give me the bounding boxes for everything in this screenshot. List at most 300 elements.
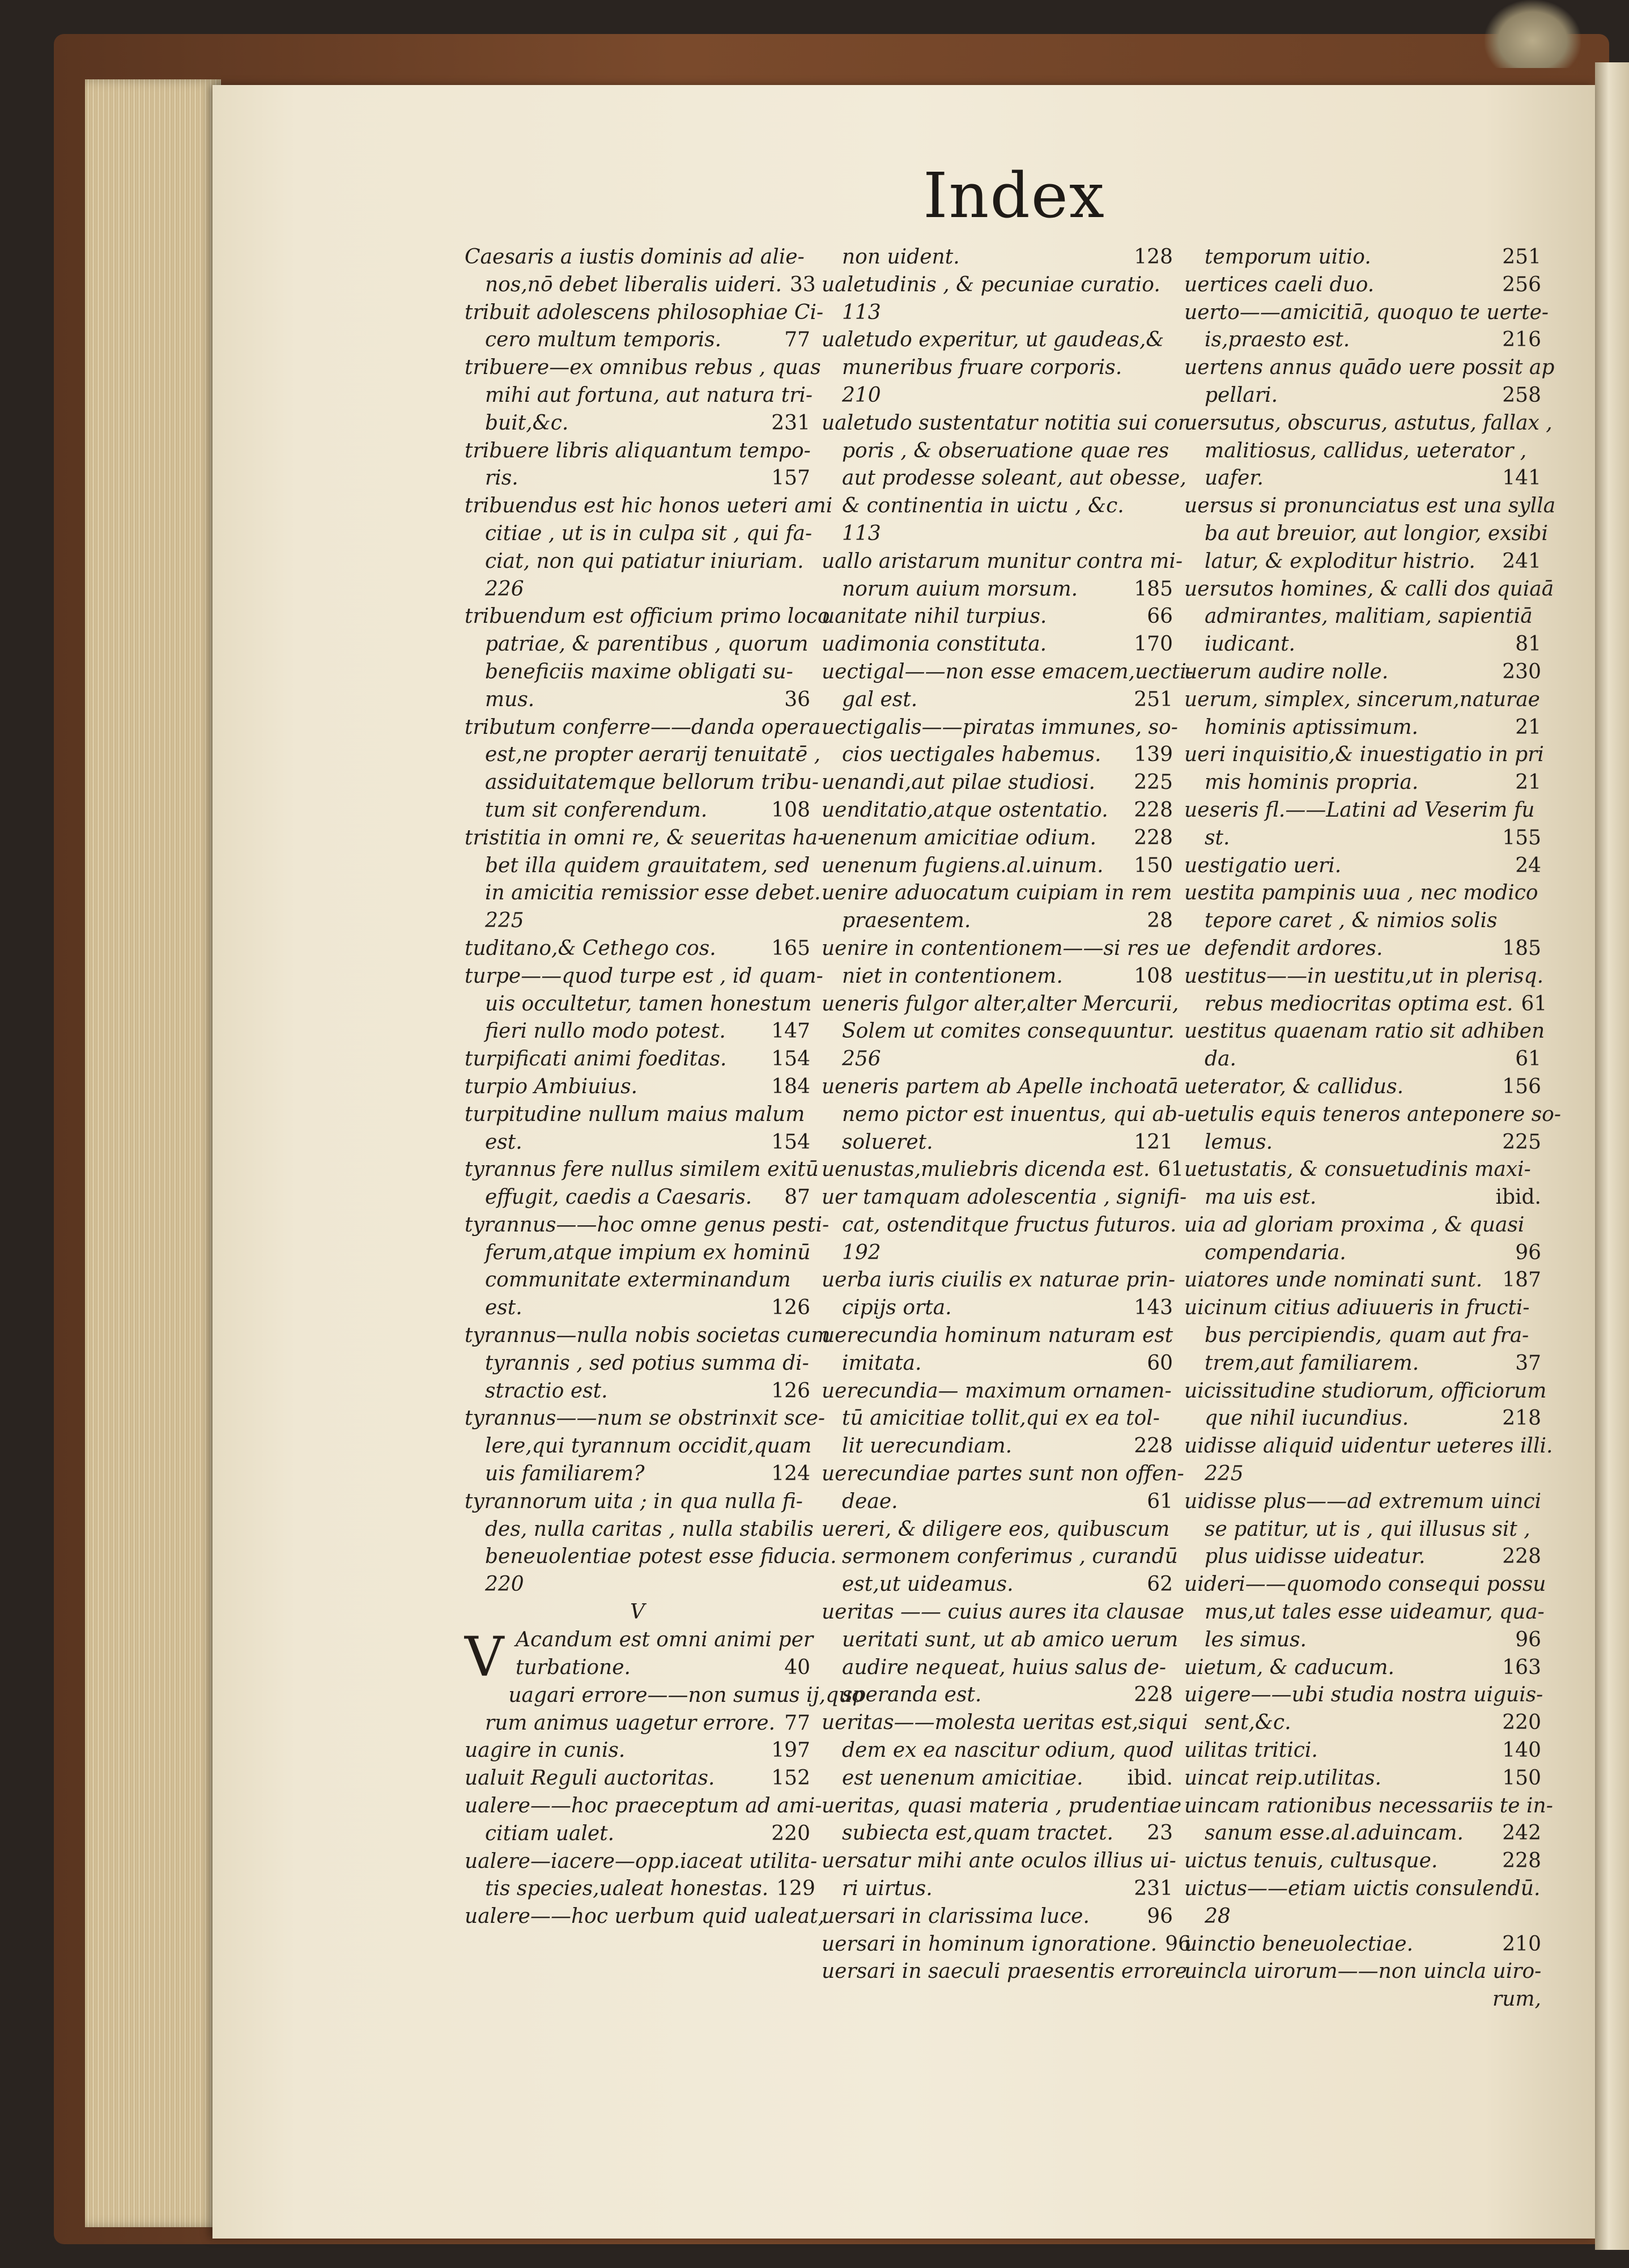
index-entry-line (822, 1239, 1173, 1267)
entry-text: hominis aptissimum. (1205, 715, 1418, 739)
entry-text: uenditatio,atque ostentatio. (822, 798, 1108, 822)
entry-text: est. (485, 1296, 522, 1320)
index-entry-line (822, 1737, 1173, 1765)
index-entry-line (1184, 1294, 1541, 1322)
index-entry-line (465, 1018, 810, 1046)
index-entry-line (465, 1793, 822, 1820)
page-number: 28 (1147, 909, 1173, 933)
index-entry-line (465, 1156, 819, 1184)
index-entry-line (822, 1129, 1173, 1157)
entry-text: rum, (1492, 1987, 1541, 2011)
entry-text: poris , & obseruatione quae res (842, 439, 1169, 462)
page-number: 220 (1502, 1711, 1541, 1735)
index-entry-line (1184, 1267, 1541, 1294)
index-entry-line (1184, 797, 1541, 825)
index-entry-line (1184, 492, 1556, 520)
index-entry-line (822, 1571, 1173, 1599)
entry-text: subiecta est,quam tractet. (842, 1821, 1114, 1845)
index-entry-line (822, 1294, 1173, 1322)
index-entry-line (1184, 659, 1541, 686)
entry-text: ualetudinis , & pecuniae curatio. (822, 273, 1160, 296)
entry-text: uerto——amicitiā, quoquo te uerte- (1184, 300, 1549, 324)
index-entry-line (465, 852, 810, 880)
index-entry-line (1184, 603, 1541, 631)
index-entry-line (465, 1488, 810, 1516)
index-entry-line (822, 492, 1173, 520)
index-entry-line (1184, 1571, 1546, 1599)
page-edges (85, 79, 221, 2227)
entry-text: que nihil iucundius. (1205, 1407, 1409, 1430)
index-entry-line (1184, 1073, 1541, 1101)
entry-text: deae. (842, 1489, 898, 1513)
entry-text: ueneris fulgor alter,alter Mercurii, (822, 992, 1179, 1016)
index-entry-line (465, 1378, 810, 1405)
index-entry-line (465, 520, 813, 548)
index-entry-line (822, 1516, 1173, 1544)
entry-text: dem ex ea nascitur odium, quod (842, 1739, 1174, 1762)
index-entry-line (465, 1350, 810, 1378)
entry-text: uagire in cunis. (465, 1739, 626, 1762)
index-entry-line (1184, 548, 1541, 576)
index-entry-line (822, 631, 1173, 659)
index-entry-line (822, 1488, 1173, 1516)
entry-text: uerba iuris ciuilis ex naturae prin- (822, 1268, 1176, 1292)
index-entry-line (1184, 741, 1544, 769)
entry-text: tum sit conferendum. (485, 798, 708, 822)
entry-text: imitata. (842, 1351, 922, 1375)
entry-text: uerum audire nolle. (1184, 660, 1389, 683)
entry-text: 192 (842, 1241, 881, 1264)
entry-text: 225 (1205, 1462, 1244, 1486)
index-entry-line (822, 410, 1188, 438)
page-number: 228 (1502, 1849, 1541, 1873)
entry-text: uenire in contentionem——si res ue (822, 936, 1191, 960)
entry-text: ris. (485, 466, 518, 490)
entry-text: temporum uitio. (1205, 245, 1371, 269)
entry-text: uagari errore——non sumus ij,quo (508, 1683, 864, 1707)
index-entry-line (465, 714, 821, 742)
entry-text: cat, ostenditque fructus futuros. (842, 1213, 1177, 1237)
index-entry-line (1184, 520, 1549, 548)
entry-text: turpificati animi foeditas. (465, 1047, 727, 1071)
entry-text: tyrannus——hoc omne genus pesti- (465, 1213, 830, 1237)
entry-text: tributum conferre——danda opera (465, 715, 821, 739)
index-entry-line (465, 1820, 810, 1848)
entry-text: communitate exterminandum (485, 1268, 791, 1292)
entry-text: tū amicitiae tollit,qui ex ea tol- (842, 1407, 1160, 1430)
entry-text: is,praesto est. (1205, 328, 1350, 352)
page-heading: Index (923, 159, 1105, 232)
index-entry-line (465, 1737, 810, 1765)
entry-text: in amicitia remissior esse debet. (485, 881, 821, 905)
entry-text: ueritati sunt, ut ab amico uerum (842, 1628, 1179, 1651)
index-entry-line (1184, 1793, 1553, 1820)
index-entry-line (822, 880, 1173, 907)
page-number: 61 (1158, 1158, 1184, 1182)
entry-text: tepore caret , & nimios solis (1205, 909, 1498, 933)
index-entry-line (465, 354, 821, 382)
entry-text: uenenum amicitiae odium. (822, 826, 1096, 850)
index-entry-line (465, 299, 824, 327)
entry-text: se patitur, ut is , qui illusus sit , (1205, 1517, 1530, 1541)
index-entry-line (465, 1710, 810, 1738)
page-number: 228 (1134, 1434, 1173, 1458)
page-number: 126 (771, 1379, 810, 1403)
index-entry-line (1184, 465, 1541, 492)
index-entry-line (1184, 1212, 1541, 1239)
index-entry-line (465, 880, 821, 907)
index-entry-line (1184, 1681, 1541, 1709)
index-entry-line (465, 659, 810, 686)
index-entry-line (1184, 382, 1541, 410)
index-entry-line (465, 244, 810, 271)
entry-text: nos,nō debet liberalis uideri. (485, 273, 782, 296)
entry-text: uidisse aliquid uidentur ueteres illi. (1184, 1434, 1553, 1458)
entry-text: mus,ut tales esse uideamur, qua- (1205, 1600, 1545, 1624)
page-number: 129 (776, 1877, 815, 1901)
index-entry-line (822, 1073, 1179, 1101)
entry-text: uicinum citius adiuueris in fructi- (1184, 1296, 1530, 1320)
index-entry-line (465, 825, 825, 852)
index-entry-line (465, 382, 813, 410)
entry-text: cero multum temporis. (485, 328, 722, 352)
index-entry-line (465, 907, 810, 935)
index-entry-line (1184, 1350, 1541, 1378)
entry-text: uetustatis, & consuetudinis maxi- (1184, 1158, 1531, 1182)
index-entry-line (465, 465, 810, 492)
section-v-start (465, 1625, 814, 1689)
entry-text: ueritas, quasi materia , prudentiae (822, 1794, 1182, 1817)
entry-text: audire nequeat, huius salus de- (842, 1655, 1167, 1679)
index-entry-line (465, 1184, 810, 1212)
page-number: 155 (1502, 826, 1541, 850)
index-entry-line (465, 769, 819, 797)
index-entry-line (1184, 880, 1541, 907)
entry-text: admirantes, malitiam, sapientiā (1205, 605, 1533, 628)
entry-text: uertices caeli duo. (1184, 273, 1375, 296)
index-entry-line (822, 1709, 1188, 1737)
index-entry-line (1184, 1018, 1545, 1046)
entry-text: uer tamquam adolescentia , signifi- (822, 1186, 1187, 1209)
index-entry-line (1184, 1986, 1541, 2014)
index-entry-line (1184, 825, 1541, 852)
page-number: 61 (1515, 1047, 1541, 1071)
page-number: 210 (1502, 1932, 1541, 1956)
entry-text: uietum, & caducum. (1184, 1655, 1394, 1679)
page-number: 154 (771, 1130, 810, 1154)
page-number: 228 (1134, 798, 1173, 822)
index-entry-line (822, 1460, 1184, 1488)
entry-text: uersari in saeculi praesentis errore (822, 1960, 1187, 1984)
entry-text: uictus——etiam uictis consulendū. (1184, 1877, 1541, 1901)
index-entry-line (1184, 271, 1541, 299)
page-number: 163 (1502, 1655, 1541, 1679)
index-entry-line (822, 520, 1173, 548)
index-entry-line (1184, 1654, 1541, 1682)
page-number: 66 (1147, 605, 1173, 628)
index-column-2 (822, 244, 1193, 2193)
entry-text: stractio est. (485, 1379, 608, 1403)
index-entry-line (1184, 1958, 1541, 1986)
page-number: 184 (771, 1074, 810, 1098)
index-entry-line (465, 1322, 831, 1350)
page-number: 62 (1147, 1573, 1173, 1596)
index-entry-line (822, 244, 1173, 271)
entry-text: sermonem conferimus , curandū (842, 1545, 1178, 1569)
entry-text: ualere—iacere—opp.iaceat utilita- (465, 1849, 818, 1873)
entry-text: uectigalis——piratas immunes, so- (822, 715, 1178, 739)
index-entry-line (1184, 1516, 1541, 1544)
page-number: 157 (771, 466, 810, 490)
entry-text: mus. (485, 687, 535, 711)
index-entry-line (1184, 410, 1553, 438)
index-entry-line (1184, 852, 1541, 880)
index-entry-line (822, 576, 1173, 604)
index-entry-line (465, 1460, 810, 1488)
index-entry-line (822, 1350, 1173, 1378)
entry-text: ma uis est. (1205, 1186, 1317, 1209)
index-entry-line (1184, 1875, 1541, 1903)
entry-text: malitiosus, callidus, ueterator , (1205, 439, 1527, 462)
index-entry-line (465, 1101, 810, 1129)
entry-text: 28 (1205, 1904, 1231, 1928)
entry-text: aut prodesse soleant, aut obesse, (842, 466, 1186, 490)
page-number: 60 (1147, 1351, 1173, 1375)
index-entry-line (1184, 769, 1541, 797)
entry-text: uicissitudine studiorum, officiorum (1184, 1379, 1547, 1403)
entry-text: uersus si pronunciatus est una sylla (1184, 494, 1556, 518)
entry-text: uertens annus quādo uere possit ap (1184, 356, 1555, 380)
index-entry-line (822, 1433, 1173, 1460)
index-entry-line (465, 686, 810, 714)
entry-text: ueri inquisitio,& inuestigatio in pri (1184, 743, 1544, 767)
index-entry-line (465, 741, 821, 769)
index-entry-line (1184, 1156, 1541, 1184)
entry-text: ueneris partem ab Apelle inchoatā (822, 1074, 1179, 1098)
entry-text: turpio Ambiuius. (465, 1074, 638, 1098)
page-number: 242 (1502, 1821, 1541, 1845)
page-number: 23 (1147, 1821, 1173, 1845)
page-number: 230 (1502, 660, 1541, 683)
page-number: 185 (1134, 577, 1173, 601)
entry-text: est,ut uideamus. (842, 1573, 1014, 1596)
index-entry-line (1184, 1129, 1541, 1157)
index-entry-line (1184, 991, 1547, 1018)
entry-text: uilitas tritici. (1184, 1739, 1318, 1762)
entry-text: uanitate nihil turpius. (822, 605, 1047, 628)
index-entry-line (465, 1239, 810, 1267)
index-entry-line (822, 907, 1173, 935)
index-entry-line (465, 576, 810, 604)
entry-text: & continentia in uictu , &c. (842, 494, 1124, 518)
page-number: 96 (1515, 1241, 1541, 1264)
index-entry-line (465, 797, 810, 825)
entry-text: praesentem. (842, 909, 971, 933)
entry-text: latur, & exploditur histrio. (1205, 549, 1475, 573)
entry-text: da. (1205, 1047, 1236, 1071)
entry-text: uidisse plus——ad extremum uinci (1184, 1489, 1542, 1513)
entry-text: uetulis equis teneros anteponere so- (1184, 1102, 1562, 1126)
page-number: 225 (1502, 1130, 1541, 1154)
page-number: 170 (1134, 632, 1173, 656)
index-entry-line (1184, 326, 1541, 354)
index-entry-line (1184, 576, 1554, 604)
index-entry-line (822, 1322, 1173, 1350)
entry-text: 225 (485, 909, 524, 933)
index-entry-line (822, 797, 1173, 825)
index-entry-line (822, 1765, 1173, 1793)
entry-text: uideri——quomodo consequi possu (1184, 1573, 1546, 1596)
page-number: 96 (1165, 1932, 1191, 1956)
index-entry-line (1184, 438, 1541, 465)
entry-text: ueterator, & callidus. (1184, 1074, 1404, 1098)
index-entry-line (465, 1073, 810, 1101)
drop-line-1: Acandum est omni animi per (516, 1628, 814, 1651)
index-entry-line (822, 1018, 1173, 1046)
index-entry-line (822, 1931, 1191, 1959)
entry-text: ferum,atque impium ex hominū (485, 1241, 811, 1264)
index-entry-line (822, 741, 1173, 769)
index-entry-line (1184, 1378, 1547, 1405)
page-number: 36 (784, 687, 810, 711)
entry-text: est,ne propter aerarij tenuitatē , (485, 743, 821, 767)
index-entry-line (822, 1958, 1187, 1986)
entry-text: uiatores unde nominati sunt. (1184, 1268, 1483, 1292)
entry-text: 256 (842, 1047, 881, 1071)
entry-text: cios uectigales habemus. (842, 743, 1101, 767)
index-entry-line (822, 1212, 1177, 1239)
entry-text: buit,&c. (485, 411, 569, 435)
entry-text: lit uerecundiam. (842, 1434, 1013, 1458)
section-letter: V (630, 1600, 645, 1624)
entry-text: tyrannorum uita ; in qua nulla fi- (465, 1489, 803, 1513)
entry-text: ualere——hoc uerbum quid ualeat, (465, 1905, 825, 1929)
entry-text: uerecundia— maximum ornamen- (822, 1379, 1172, 1403)
index-entry-line (465, 1046, 810, 1073)
page-number: 87 (784, 1186, 810, 1209)
page-number: 165 (771, 936, 810, 960)
page-number: 147 (771, 1020, 810, 1043)
index-entry-line (822, 382, 1173, 410)
page-number: 24 (1515, 853, 1541, 877)
index-entry-line (465, 1516, 814, 1544)
index-entry-line (1184, 1046, 1541, 1073)
entry-text: uersutus, obscurus, astutus, fallax , (1184, 411, 1553, 435)
index-entry-line (822, 1903, 1173, 1931)
entry-text: Solem ut comites consequuntur. (842, 1020, 1175, 1043)
entry-text: tristitia in omni re, & seueritas ha- (465, 826, 825, 850)
index-entry-line (822, 1820, 1173, 1847)
entry-text: ueseris fl.——Latini ad Veserim fu (1184, 798, 1535, 822)
page-number: 251 (1134, 687, 1173, 711)
index-entry-line (465, 603, 830, 631)
page-number: 141 (1502, 466, 1541, 490)
index-entry-line (822, 438, 1173, 465)
entry-text: uersari in hominum ignoratione. (822, 1932, 1158, 1956)
index-entry-line (1184, 354, 1555, 382)
page-number: 37 (1515, 1351, 1541, 1375)
index-entry-line (822, 769, 1173, 797)
entry-text: tribuit adolescens philosophiae Ci- (465, 300, 824, 324)
index-entry-line (1184, 686, 1541, 714)
drop-line-2: turbatione. 40 (516, 1655, 810, 1679)
entry-text: 210 (842, 383, 881, 407)
facing-page-edge (1595, 62, 1629, 2250)
index-entry-line (1184, 1765, 1541, 1793)
index-entry-line (465, 492, 833, 520)
index-entry-line (465, 1543, 837, 1571)
entry-text: cipijs orta. (842, 1296, 952, 1320)
page-number: 96 (1147, 1904, 1173, 1928)
page-number: 231 (771, 411, 810, 435)
index-entry-line (822, 686, 1173, 714)
entry-text: fieri nullo modo potest. (485, 1020, 726, 1043)
entry-text: citiam ualet. (485, 1821, 615, 1845)
index-entry-line (1184, 1322, 1541, 1350)
entry-text: 113 (842, 521, 881, 545)
index-entry-line (465, 548, 810, 576)
index-entry-line (1184, 1931, 1541, 1959)
index-entry-line (465, 1294, 810, 1322)
page-number: 21 (1515, 771, 1541, 795)
index-entry-line (1184, 1460, 1541, 1488)
index-entry-line (822, 465, 1186, 492)
index-entry-line (1184, 1820, 1541, 1847)
index-entry-line (1184, 1626, 1541, 1654)
index-entry-line (465, 1129, 810, 1157)
index-column-3 (1184, 244, 1562, 2193)
index-entry-line (822, 1599, 1185, 1626)
clasp-remnant (1485, 0, 1581, 68)
page-number: 21 (1515, 715, 1541, 739)
entry-text: speranda est. (842, 1683, 982, 1707)
index-entry-line (1184, 1599, 1545, 1626)
index-entry-line (465, 326, 810, 354)
entry-text: est. (485, 1130, 522, 1154)
entry-text: plus uidisse uideatur. (1205, 1545, 1426, 1569)
page-number: 77 (784, 1711, 810, 1735)
index-entry-line (822, 326, 1173, 354)
index-entry-line (822, 1405, 1173, 1433)
entry-text: uenandi,aut pilae studiosi. (822, 771, 1095, 795)
index-entry-line (822, 659, 1193, 686)
index-entry-line (822, 299, 1173, 327)
index-entry-line (465, 963, 823, 991)
entry-text: tyrannus——num se obstrinxit sce- (465, 1407, 826, 1430)
page-number: 33 (789, 273, 816, 296)
entry-text: tribuere libris aliquantum tempo- (465, 439, 811, 462)
index-entry-line (822, 991, 1179, 1018)
entry-text: les simus. (1205, 1628, 1307, 1651)
page-number: 96 (1515, 1628, 1541, 1651)
index-entry-line (822, 935, 1191, 963)
index-entry-line (465, 1405, 826, 1433)
entry-text: mis hominis propria. (1205, 771, 1419, 795)
entry-text: uestita pampinis uua , nec modico (1184, 881, 1538, 905)
entry-text: tribuendum est officium primo loco (465, 605, 830, 628)
index-entry-line (822, 1847, 1176, 1875)
entry-text: pellari. (1205, 383, 1278, 407)
entry-text: uia ad gloriam proxima , & quasi (1184, 1213, 1525, 1237)
index-entry-line (465, 991, 810, 1018)
index-entry-line (822, 1267, 1176, 1294)
page-number: ibid. (1495, 1186, 1541, 1209)
index-entry-line (465, 1903, 825, 1931)
entry-text: lemus. (1205, 1130, 1273, 1154)
entry-text: uallo aristarum munitur contra mi- (822, 549, 1183, 573)
index-entry-line (1184, 935, 1541, 963)
entry-text: uis occultetur, tamen honestum (485, 992, 812, 1016)
